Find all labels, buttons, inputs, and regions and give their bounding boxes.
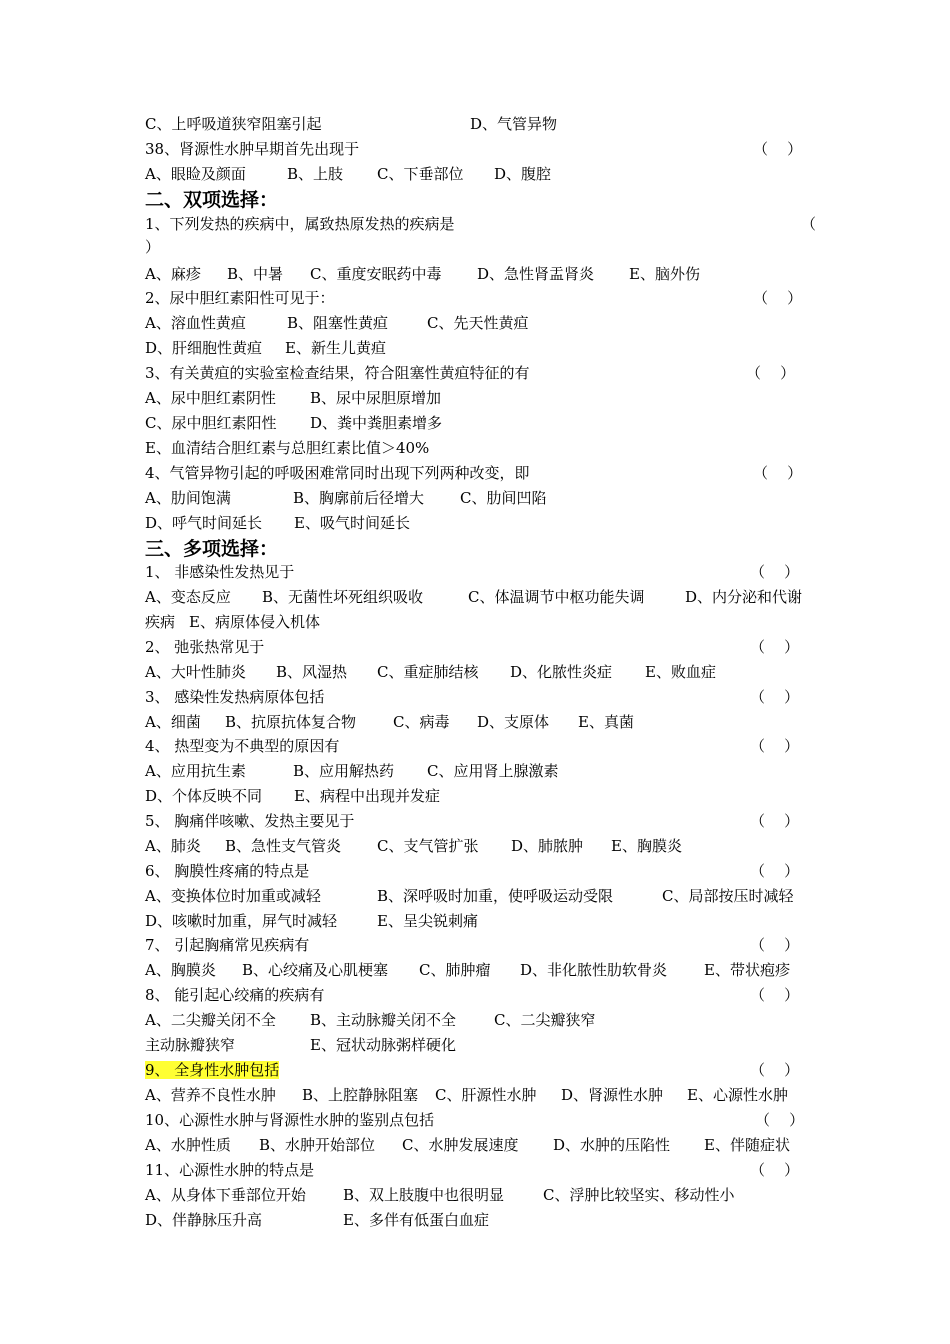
option-text: D、化脓性炎症 xyxy=(510,663,613,681)
option-text: B、应用解热药 xyxy=(293,762,395,780)
options-line xyxy=(145,1010,812,1030)
question-line xyxy=(145,985,812,1005)
question-line xyxy=(145,1110,812,1130)
option-text: C、肝源性水肿 xyxy=(435,1086,537,1104)
option-text: A、变态反应 xyxy=(145,588,231,606)
option-text: D、支原体 xyxy=(477,713,550,731)
option-text: C、上呼吸道狭窄阻塞引起 xyxy=(145,115,322,133)
answer-blank: （ ） xyxy=(750,986,800,1004)
answer-blank: （ ） xyxy=(750,688,800,706)
option-text: C、体温调节中枢功能失调 xyxy=(468,588,645,606)
answer-blank-close: ） xyxy=(145,238,161,256)
option-text: C、应用肾上腺激素 xyxy=(427,762,559,780)
option-text: D、水肿的压陷性 xyxy=(553,1136,671,1154)
answer-blank: （ ） xyxy=(750,563,800,581)
options-line xyxy=(145,1185,812,1205)
option-text: B、风湿热 xyxy=(276,663,348,681)
options-line xyxy=(145,1210,812,1230)
option-text: E、呈尖锐刺痛 xyxy=(377,912,478,930)
option-text: C、重度安眠药中毒 xyxy=(310,265,442,283)
option-text: A、二尖瓣关闭不全 xyxy=(145,1011,276,1029)
option-text: A、溶血性黄疸 xyxy=(145,314,246,332)
question-line xyxy=(145,935,812,955)
options-line xyxy=(145,612,812,632)
option-text: A、大叶性肺炎 xyxy=(145,663,246,681)
question-line xyxy=(145,811,812,831)
options-line xyxy=(145,438,812,458)
answer-blank: （ ） xyxy=(750,812,800,830)
option-text: B、主动脉瓣关闭不全 xyxy=(310,1011,457,1029)
question-text: 8、 能引起心绞痛的疾病有 xyxy=(145,986,325,1004)
option-text: A、肋间饱满 xyxy=(145,489,231,507)
option-text: C、下垂部位 xyxy=(377,165,464,183)
options-line xyxy=(145,264,812,284)
option-text: D、内分泌和代谢 xyxy=(685,588,803,606)
highlighted-question-text: 9、 全身性水肿包括 xyxy=(145,1061,280,1079)
answer-blank: （ ） xyxy=(750,936,800,954)
option-text: D、气管异物 xyxy=(470,115,558,133)
option-text: A、细菌 xyxy=(145,713,201,731)
question-text: 7、 引起胸痛常见疾病有 xyxy=(145,936,310,954)
option-text: A、营养不良性水肿 xyxy=(145,1086,276,1104)
question-line xyxy=(145,736,812,756)
option-text: E、真菌 xyxy=(578,713,634,731)
option-text: A、从身体下垂部位开始 xyxy=(145,1186,306,1204)
answer-blank: （ ） xyxy=(750,737,800,755)
option-text: D、腹腔 xyxy=(494,165,552,183)
options-line xyxy=(145,836,812,856)
option-text: D、急性肾盂肾炎 xyxy=(477,265,595,283)
answer-blank: （ ） xyxy=(755,1111,805,1129)
question-line xyxy=(145,1160,812,1180)
option-text: A、麻疹 xyxy=(145,265,201,283)
option-text: C、先天性黄疸 xyxy=(427,314,529,332)
option-text: E、败血症 xyxy=(645,663,716,681)
option-text: B、胸廓前后径增大 xyxy=(293,489,425,507)
option-text: B、尿中尿胆原增加 xyxy=(310,389,442,407)
option-text: D、咳嗽时加重，屏气时减轻 xyxy=(145,912,338,930)
option-text: E、新生儿黄疸 xyxy=(285,339,386,357)
options-line xyxy=(145,413,812,433)
question-line xyxy=(145,562,812,582)
option-text: C、支气管扩张 xyxy=(377,837,479,855)
option-text: E、多伴有低蛋白血症 xyxy=(343,1211,489,1229)
options-line xyxy=(145,662,812,682)
option-text: D、肾源性水肿 xyxy=(561,1086,664,1104)
option-text: C、浮肿比较坚实、移动性小 xyxy=(543,1186,735,1204)
question-text: 5、 胸痛伴咳嗽、发热主要见于 xyxy=(145,812,355,830)
option-text: D、伴静脉压升高 xyxy=(145,1211,263,1229)
option-text: B、抗原抗体复合物 xyxy=(225,713,357,731)
option-text: A、肺炎 xyxy=(145,837,201,855)
option-text: C、局部按压时减轻 xyxy=(662,887,794,905)
options-line xyxy=(145,712,812,732)
options-line xyxy=(145,488,812,508)
option-text: B、心绞痛及心肌梗塞 xyxy=(242,961,389,979)
question-line xyxy=(145,363,812,383)
section-heading: 三、多项选择： xyxy=(145,538,279,560)
answer-blank: （ ） xyxy=(750,1161,800,1179)
options-line xyxy=(145,761,812,781)
option-text: A、变换体位时加重或减轻 xyxy=(145,887,321,905)
answer-blank: （ ） xyxy=(753,464,803,482)
option-text: E、脑外伤 xyxy=(629,265,700,283)
option-text: B、急性支气管炎 xyxy=(225,837,342,855)
options-line xyxy=(145,960,812,980)
options-line xyxy=(145,1135,812,1155)
option-text: C、二尖瓣狭窄 xyxy=(494,1011,596,1029)
question-line xyxy=(145,214,817,234)
question-text: 4、气管异物引起的呼吸困难常同时出现下列两种改变，即 xyxy=(145,464,530,482)
question-line xyxy=(145,463,812,483)
option-text: A、胸膜炎 xyxy=(145,961,216,979)
answer-blank: （ ） xyxy=(750,1061,800,1079)
text-line xyxy=(145,237,812,257)
option-text: E、血清结合胆红素与总胆红素比值＞40% xyxy=(145,439,430,457)
question-text: 3、 感染性发热病原体包括 xyxy=(145,688,325,706)
option-text: A、应用抗生素 xyxy=(145,762,246,780)
option-text: 疾病 xyxy=(145,613,176,631)
option-text: E、带状疱疹 xyxy=(704,961,790,979)
options-line xyxy=(145,313,812,333)
question-text: 2、尿中胆红素阳性可见于： xyxy=(145,289,335,307)
option-text: D、肺脓肿 xyxy=(511,837,584,855)
question-text: 6、 胸膜性疼痛的特点是 xyxy=(145,862,310,880)
answer-blank: （ ） xyxy=(750,638,800,656)
option-text: B、双上肢腹中也很明显 xyxy=(343,1186,505,1204)
options-line xyxy=(145,164,812,184)
answer-blank: （ ） xyxy=(753,289,803,307)
options-line xyxy=(145,338,812,358)
option-text: C、肺肿瘤 xyxy=(419,961,491,979)
options-line xyxy=(145,886,812,906)
question-text: 10、心源性水肿与肾源性水肿的鉴别点包括 xyxy=(145,1111,435,1129)
option-text: B、上肢 xyxy=(287,165,344,183)
options-line xyxy=(145,911,812,931)
options-line xyxy=(145,587,812,607)
options-line xyxy=(145,513,812,533)
question-line xyxy=(145,139,812,159)
option-text: C、重症肺结核 xyxy=(377,663,479,681)
section-heading: 二、双项选择： xyxy=(145,189,279,211)
option-text: A、水肿性质 xyxy=(145,1136,231,1154)
option-text: E、病程中出现并发症 xyxy=(294,787,440,805)
option-text: E、吸气时间延长 xyxy=(294,514,410,532)
options-line xyxy=(145,786,812,806)
question-text: 1、 非感染性发热见于 xyxy=(145,563,295,581)
option-text: B、无菌性坏死组织吸收 xyxy=(262,588,424,606)
option-text: D、粪中粪胆素增多 xyxy=(310,414,443,432)
option-text: B、上腔静脉阻塞 xyxy=(302,1086,419,1104)
question-text: 3、有关黄疸的实验室检查结果，符合阻塞性黄疸特征的有 xyxy=(145,364,530,382)
option-text: C、水肿发展速度 xyxy=(402,1136,519,1154)
option-text: B、中暑 xyxy=(227,265,284,283)
option-text: E、胸膜炎 xyxy=(611,837,682,855)
question-line xyxy=(145,687,812,707)
text-line xyxy=(145,114,812,134)
option-text: E、心源性水肿 xyxy=(687,1086,788,1104)
question-line xyxy=(145,288,812,308)
option-text: C、病毒 xyxy=(393,713,450,731)
option-text: D、非化脓性肋软骨炎 xyxy=(520,961,668,979)
option-text: E、伴随症状 xyxy=(704,1136,790,1154)
question-text: 4、 热型变为不典型的原因有 xyxy=(145,737,340,755)
option-text: D、呼气时间延长 xyxy=(145,514,263,532)
option-text: B、水肿开始部位 xyxy=(259,1136,376,1154)
question-line-highlighted xyxy=(145,1060,812,1080)
option-text: A、眼睑及颜面 xyxy=(145,165,246,183)
option-text: 主动脉瓣狭窄 xyxy=(145,1036,236,1054)
option-text: A、尿中胆红素阴性 xyxy=(145,389,276,407)
question-line xyxy=(145,861,812,881)
option-text: C、肋间凹陷 xyxy=(460,489,547,507)
option-text: E、冠状动脉粥样硬化 xyxy=(310,1036,456,1054)
options-line xyxy=(145,1085,812,1105)
question-line xyxy=(145,637,812,657)
option-text: B、深呼吸时加重，使呼吸运动受限 xyxy=(377,887,614,905)
answer-blank: （ ） xyxy=(750,862,800,880)
question-text: 11、心源性水肿的特点是 xyxy=(145,1161,315,1179)
question-text: 2、 弛张热常见于 xyxy=(145,638,265,656)
option-text: E、病原体侵入机体 xyxy=(189,613,320,631)
option-text: B、阻塞性黄疸 xyxy=(287,314,389,332)
options-line xyxy=(145,388,812,408)
option-text: D、肝细胞性黄疸 xyxy=(145,339,263,357)
question-text: 38、肾源性水肿早期首先出现于 xyxy=(145,140,360,158)
options-line xyxy=(145,1035,812,1055)
answer-blank: （ ） xyxy=(746,364,796,382)
option-text: D、个体反映不同 xyxy=(145,787,263,805)
answer-blank: （ ） xyxy=(753,140,803,158)
question-text: 1、下列发热的疾病中，属致热原发热的疾病是 xyxy=(145,215,455,233)
option-text: C、尿中胆红素阳性 xyxy=(145,414,277,432)
answer-blank: （ xyxy=(801,215,817,233)
